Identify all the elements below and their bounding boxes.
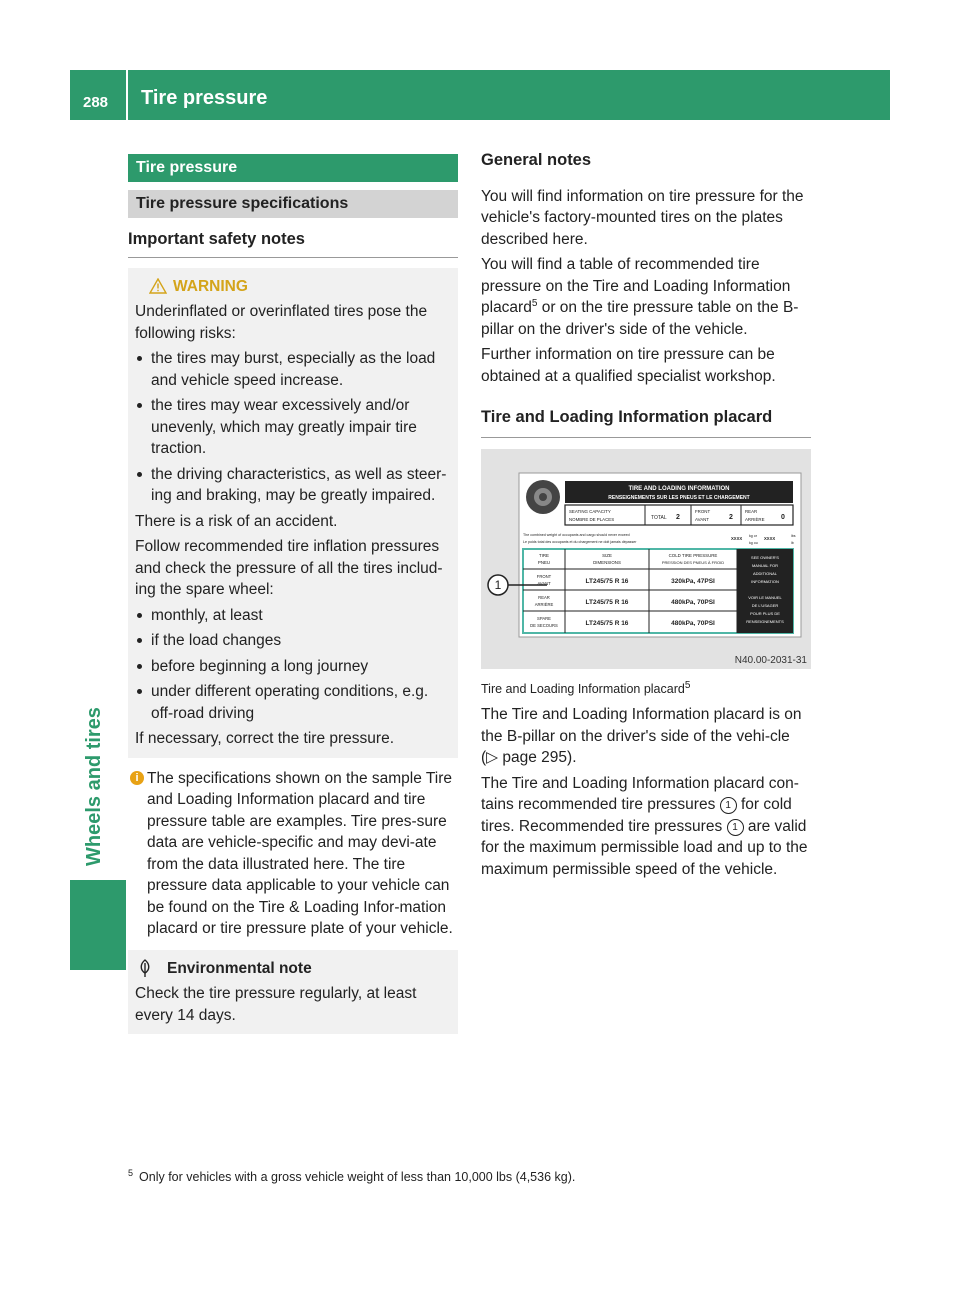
svg-text:REAR: REAR	[538, 594, 550, 600]
svg-text:AVANT: AVANT	[537, 580, 551, 586]
footnote-text: Only for vehicles with a gross vehicle weight of less than 10,000 lbs (4,536 kg).	[139, 1170, 576, 1185]
left-column	[128, 154, 458, 1034]
svg-text:RENSEIGNEMENTS: RENSEIGNEMENTS	[746, 618, 784, 624]
environment-box	[128, 950, 458, 1035]
svg-text:DE SECOURS: DE SECOURS	[530, 622, 558, 628]
page-header	[70, 70, 890, 120]
placard-illustration	[481, 449, 811, 669]
list-item: the tires may wear excessively and/or unevenly, which may greatly impair tire traction.	[135, 395, 450, 460]
svg-text:480kPa, 70PSI: 480kPa, 70PSI	[671, 619, 715, 627]
svg-text:320kPa, 47PSI: 320kPa, 47PSI	[671, 577, 715, 585]
callout-ref: 1	[720, 797, 737, 814]
placard-para-1: The Tire and Loading Information placard is on the B-pillar on the driver's side of the vehi-cle (▷ page 295).	[481, 706, 802, 766]
footnote	[128, 1163, 575, 1189]
figure-caption: Tire and Loading Information placard$^5$	[481, 679, 691, 696]
svg-text:TIRE: TIRE	[538, 552, 550, 558]
svg-text:ARRIÈRE: ARRIÈRE	[534, 601, 554, 607]
chapter-tab-block	[70, 880, 126, 970]
svg-text:2: 2	[729, 513, 733, 521]
list-item: before beginning a long journey	[135, 656, 450, 678]
svg-text:INFORMATION: INFORMATION	[751, 578, 779, 584]
svg-text:DE L'USAGER: DE L'USAGER	[751, 602, 779, 608]
svg-text:0: 0	[781, 513, 785, 521]
svg-text:FRONT: FRONT	[536, 573, 552, 579]
svg-text:VOIR LE MANUEL: VOIR LE MANUEL	[748, 594, 782, 600]
risk-list	[135, 348, 450, 507]
list-item: under different operating conditions, e.g. off-road driving	[135, 681, 450, 724]
general-para-1: You will find information on tire pressure for the vehicle's factory-mounted tires on the plates described here.	[481, 187, 804, 248]
subsection-title: Tire pressure specifications	[128, 190, 458, 218]
svg-text:ADDITIONAL: ADDITIONAL	[752, 570, 778, 576]
svg-text:kg or: kg or	[749, 533, 757, 538]
figure-code: N40.00-2031-31	[734, 654, 807, 666]
page-number: 288	[83, 94, 109, 111]
info-text: The specifications shown on the sample Tire and Loading Information placard and tire pressure table are examples. Tire pres-sure data are vehicle-specific and may devi-ate from the data illustrated here. The tire pressure data applicable to your vehicle can be found on the Tire & Loading Infor-mation placard or tire pressure plate of your vehicle.	[147, 769, 453, 937]
svg-text:Le poids total des occupants e: Le poids total des occupants et du chargement ne doit jamais dépasser	[523, 539, 637, 544]
list-item: if the load changes	[135, 630, 450, 652]
warning-intro: Underinflated or overinflated tires pose the following risks:	[135, 303, 428, 342]
svg-text:LT245/75 R 16: LT245/75 R 16	[585, 598, 629, 606]
svg-text:ARRIÈRE: ARRIÈRE	[745, 516, 765, 522]
environment-label: Environmental note	[167, 959, 312, 977]
placard-figure	[481, 449, 811, 669]
header-divider	[126, 70, 128, 120]
svg-text:lbs: lbs	[791, 533, 796, 538]
svg-text:SEATING CAPACITY: SEATING CAPACITY	[569, 508, 611, 514]
environment-title	[135, 958, 450, 980]
header-title: Tire pressure	[141, 87, 268, 109]
placard-top-line1: TIRE AND LOADING INFORMATION	[628, 485, 730, 492]
svg-text:FRONT: FRONT	[695, 508, 711, 514]
placard-top-line2: RENSEIGNEMENTS SUR LES PNEUS ET LE CHARGEMENT	[608, 494, 750, 501]
environment-text: Check the tire pressure regularly, at least every 14 days.	[135, 985, 417, 1024]
svg-text:PNEU: PNEU	[537, 559, 551, 565]
svg-text:2: 2	[676, 513, 680, 521]
warning-accident: There is a risk of an accident.	[135, 512, 338, 530]
svg-text:kg ou: kg ou	[749, 540, 758, 545]
svg-text:The combined weight of occupan: The combined weight of occupants and cargo should never exceed	[523, 532, 630, 537]
svg-text:REAR: REAR	[745, 508, 758, 514]
svg-text:DIMENSIONS: DIMENSIONS	[593, 559, 621, 565]
general-para-3: Further information on tire pressure can be obtained at a qualified specialist workshop.	[481, 346, 776, 385]
warning-box	[128, 268, 458, 758]
placard-heading: Tire and Loading Information placard	[481, 407, 811, 438]
warning-label: WARNING	[173, 277, 248, 295]
warning-triangle-icon	[149, 278, 167, 294]
list-item: the tires may burst, especially as the load and vehicle speed increase.	[135, 348, 450, 391]
general-para-2: You will find a table of recommended tire pressure on the Tire and Loading Information placard$^5$ or on the tire pressure table on the B-pillar on the driver's side of the vehicle.	[481, 256, 799, 338]
footnote-number: 5	[128, 1168, 134, 1178]
general-notes-heading: General notes	[481, 151, 592, 169]
info-icon: i	[130, 771, 144, 785]
svg-text:MANUAL FOR: MANUAL FOR	[751, 562, 779, 568]
svg-text:lb: lb	[791, 540, 794, 545]
callout-1: 1	[494, 577, 502, 592]
svg-text:TOTAL: TOTAL	[651, 514, 667, 521]
warning-correct: If necessary, correct the tire pressure.	[135, 730, 395, 747]
svg-text:LT245/75 R 16: LT245/75 R 16	[585, 577, 629, 585]
warning-title	[135, 276, 450, 298]
list-item: monthly, at least	[135, 605, 450, 627]
callout-ref: 1	[727, 819, 744, 836]
check-list	[135, 605, 450, 725]
section-title: Tire pressure	[128, 154, 458, 182]
svg-text:NOMBRE DE PLACES: NOMBRE DE PLACES	[569, 516, 615, 522]
leaf-icon	[135, 958, 155, 978]
svg-text:480kPa, 70PSI: 480kPa, 70PSI	[671, 598, 715, 606]
svg-text:LT245/75 R 16: LT245/75 R 16	[585, 619, 629, 627]
list-item: the driving characteristics, as well as steer-ing and braking, may be greatly impaired.	[135, 464, 450, 507]
svg-text:SEE OWNER'S: SEE OWNER'S	[751, 554, 779, 560]
svg-text:XXXX: XXXX	[731, 535, 743, 541]
svg-text:SIZE: SIZE	[602, 552, 612, 558]
svg-text:AVANT: AVANT	[695, 516, 709, 522]
warning-follow: Follow recommended tire inflation pressures and check the pressure of all the tires includ-ing the spare wheel:	[135, 538, 443, 598]
safety-notes-heading: Important safety notes	[128, 229, 458, 258]
placard-para-2: The Tire and Loading Information placard con-tains recommended tire pressures 1 for cold tires. Recommended tire pressures 1 are valid for the maximum permissible load and up to the maximum permissible speed of the vehicle.	[481, 774, 808, 878]
svg-text:XXXX: XXXX	[764, 535, 776, 541]
right-column	[481, 150, 811, 880]
svg-text:SPARE: SPARE	[537, 615, 551, 621]
info-note	[128, 768, 458, 940]
svg-text:POUR PLUS DE: POUR PLUS DE	[750, 610, 780, 616]
footnote-ref: 5	[531, 297, 538, 309]
svg-text:PRESSION DES PNEUS À FROID: PRESSION DES PNEUS À FROID	[661, 559, 725, 565]
svg-text:COLD TIRE PRESSURE: COLD TIRE PRESSURE	[668, 552, 718, 558]
